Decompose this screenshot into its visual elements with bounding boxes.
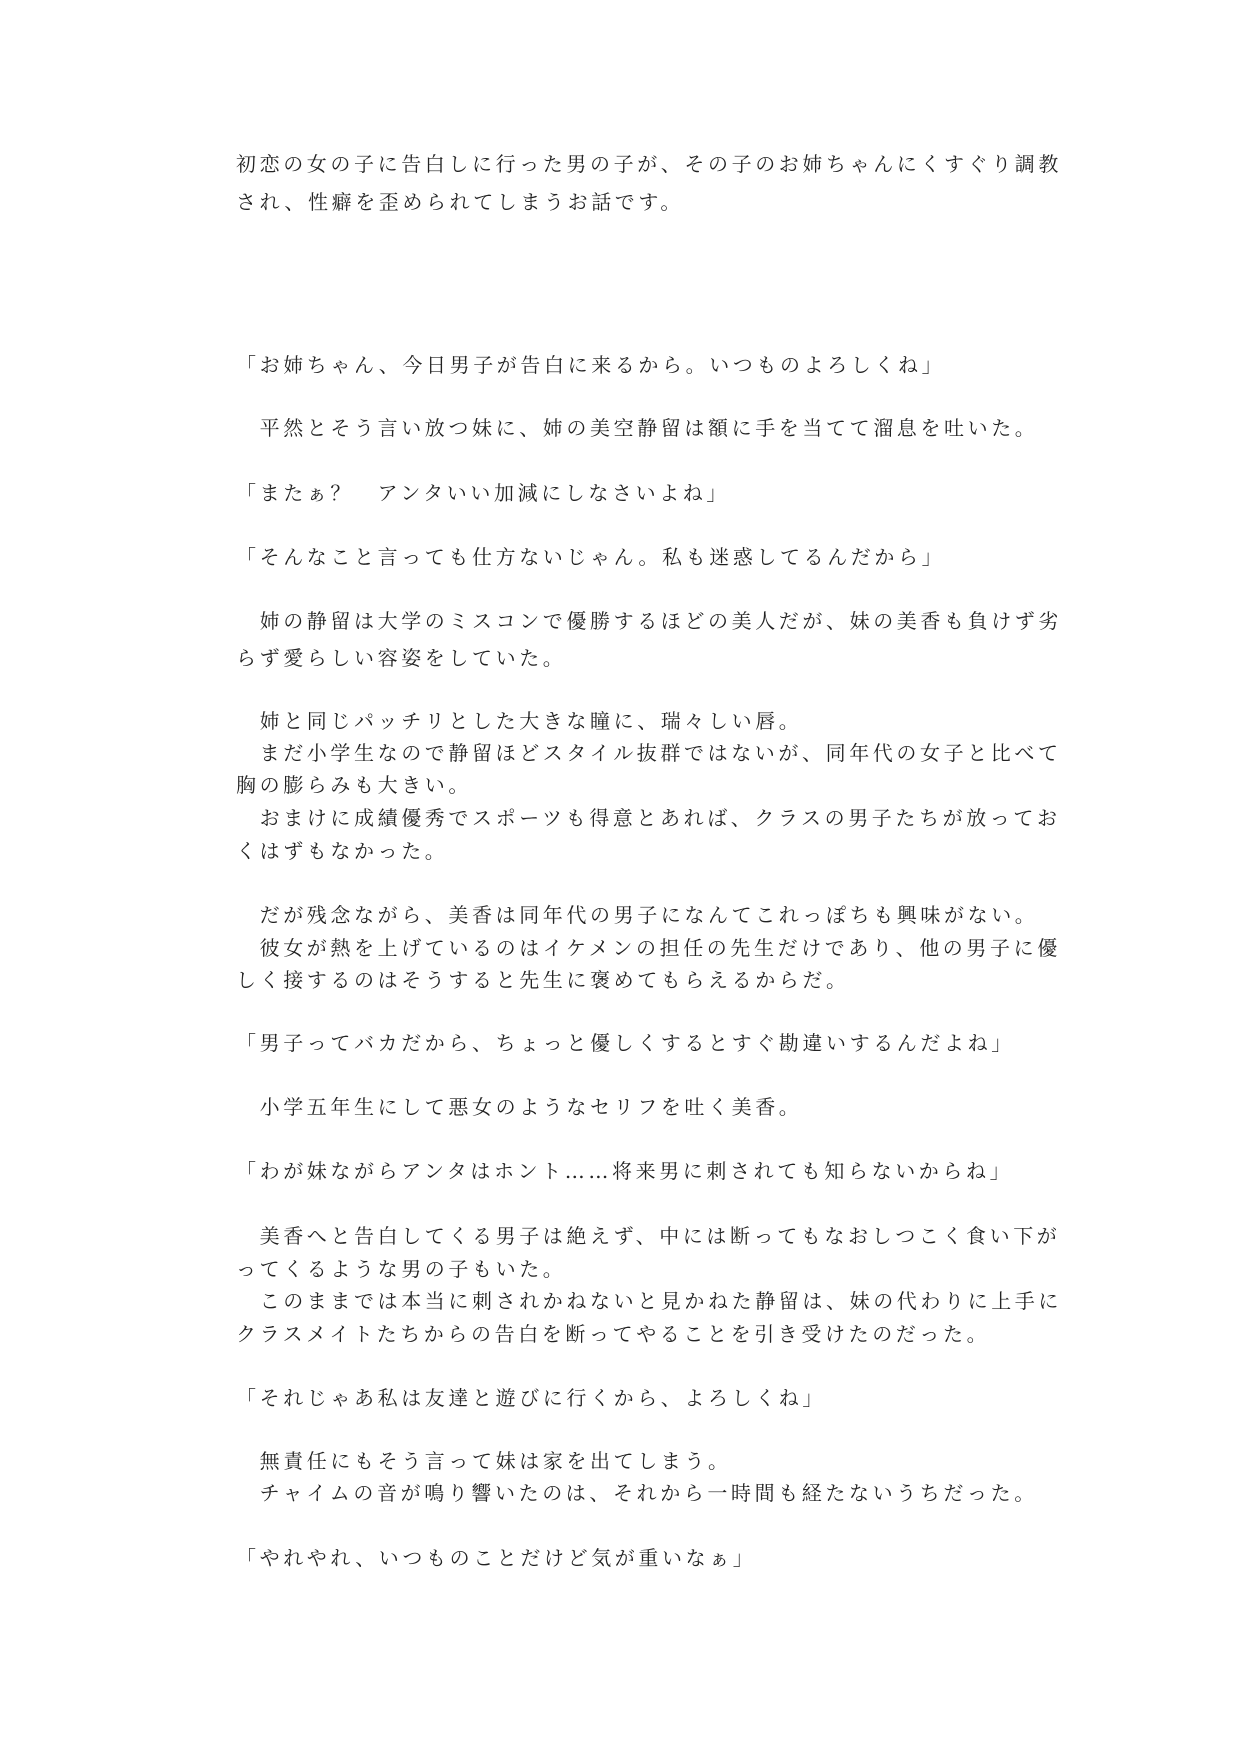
narration-line: 美香へと告白してくる男子は絶えず、中には断ってもなおしつこく食い下が: [236, 1224, 1061, 1248]
narration-line: しく接するのはそうすると先生に褒めてもらえるからだ。: [236, 968, 850, 992]
synopsis-line: 初恋の女の子に告白しに行った男の子が、その子のお姉ちゃんにくすぐり調教: [236, 152, 1062, 176]
narration-line: 胸の膨らみも大きい。: [236, 773, 472, 797]
dialogue-line: 「男子ってバカだから、ちょっと優しくするとすぐ勘違いするんだよね」: [236, 1031, 1015, 1055]
narration-line: くはずもなかった。: [236, 839, 449, 863]
dialogue-line: 「またぁ？ アンタいい加減にしなさいよね」: [236, 481, 730, 505]
dialogue-line: 「そんなこと言っても仕方ないじゃん。私も迷惑してるんだから」: [236, 545, 946, 569]
synopsis-line: され、性癖を歪められてしまうお話です。: [236, 190, 684, 214]
narration-line: 彼女が熱を上げているのはイケメンの担任の先生だけであり、他の男子に優: [236, 936, 1061, 960]
narration-line: チャイムの音が鳴り響いたのは、それから一時間も経たないうちだった。: [236, 1481, 1038, 1505]
narration-line: 姉と同じパッチリとした大きな瞳に、瑞々しい唇。: [236, 709, 803, 733]
dialogue-line: 「お姉ちゃん、今日男子が告白に来るから。いつものよろしくね」: [236, 353, 946, 377]
dialogue-line: 「それじゃあ私は友達と遊びに行くから、よろしくね」: [236, 1386, 826, 1410]
dialogue-line: 「わが妹ながらアンタはホント……将来男に刺されても知らないからね」: [236, 1159, 1014, 1183]
narration-line: まだ小学生なので静留ほどスタイル抜群ではないが、同年代の女子と比べて: [236, 741, 1062, 765]
narration-line: だが残念ながら、美香は同年代の男子になんてこれっぽちも興味がない。: [236, 903, 1039, 927]
narration-line: 小学五年生にして悪女のようなセリフを吐く美香。: [236, 1095, 803, 1119]
dialogue-line: 「やれやれ、いつものことだけど気が重いなぁ」: [236, 1546, 757, 1570]
narration-line: クラスメイトたちからの告白を断ってやることを引き受けたのだった。: [236, 1322, 991, 1346]
narration-line: このままでは本当に刺されかねないと見かねた静留は、妹の代わりに上手に: [236, 1289, 1062, 1313]
narration-line: 姉の静留は大学のミスコンで優勝するほどの美人だが、妹の美香も負けず劣: [236, 609, 1062, 633]
narration-line: らず愛らしい容姿をしていた。: [236, 646, 567, 670]
narration-line: 無責任にもそう言って妹は家を出てしまう。: [236, 1449, 732, 1473]
narration-line: 平然とそう言い放つ妹に、姉の美空静留は額に手を当てて溜息を吐いた。: [236, 416, 1039, 440]
narration-line: ってくるような男の子もいた。: [236, 1257, 567, 1281]
narration-line: おまけに成績優秀でスポーツも得意とあれば、クラスの男子たちが放ってお: [236, 806, 1061, 830]
